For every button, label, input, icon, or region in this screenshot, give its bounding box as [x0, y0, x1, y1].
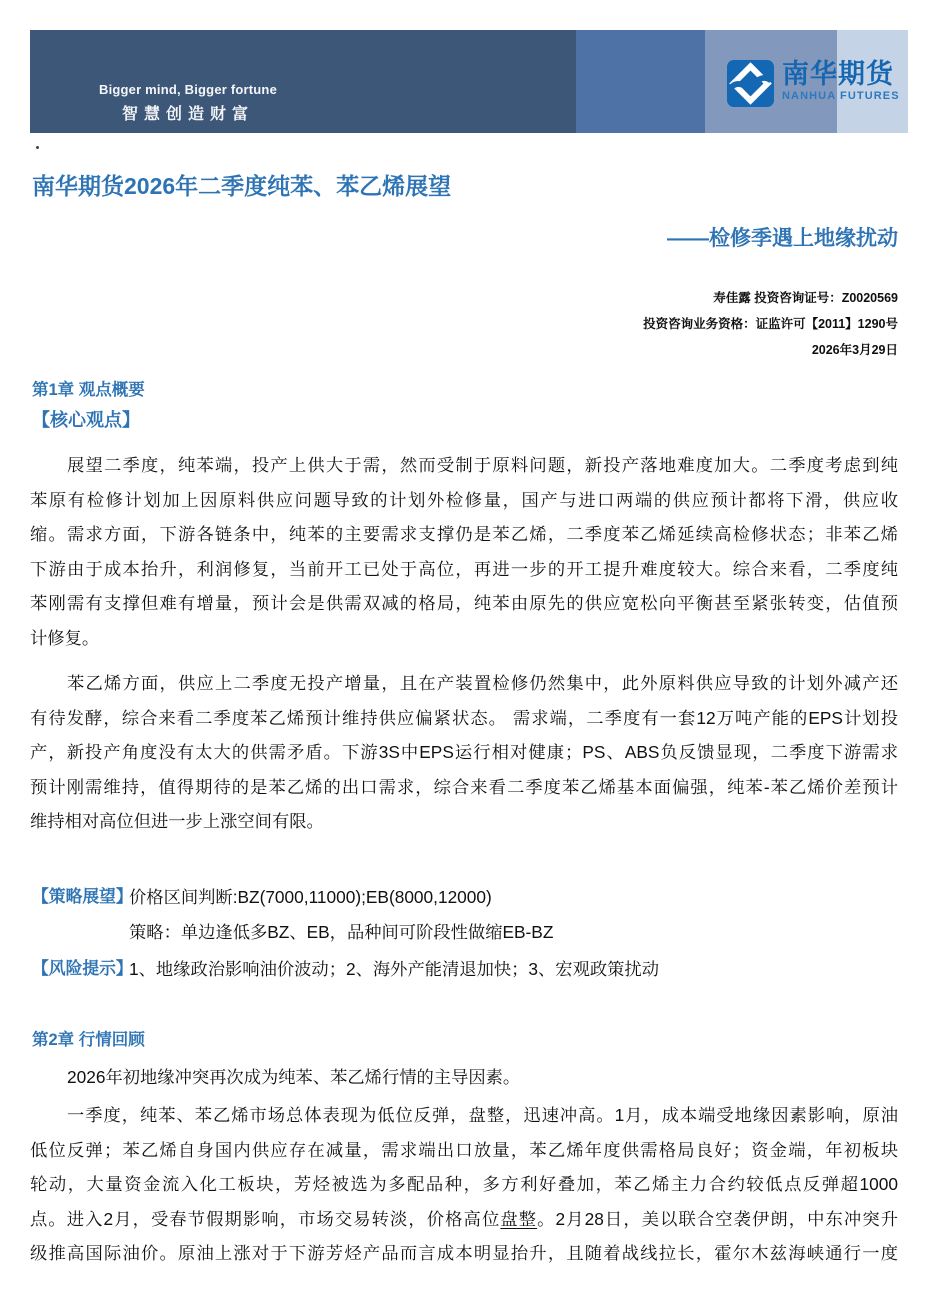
text-line: 展望二季度，纯苯端，投产上供大于需，然而受制于原料问题，新投产落地难度加大。二季度考虑到纯 — [67, 455, 898, 475]
logo-wordmark — [782, 60, 900, 102]
risk-label: 【风险提示】 — [32, 959, 133, 978]
core-view-label: 【核心观点】 — [32, 410, 140, 430]
text-line: 轮动，大量资金流入化工板块，芳烃被选为多配品种，多方利好叠加，苯乙烯主力合约较低点反弹超1000 — [30, 1174, 898, 1194]
banner-blue-block — [576, 30, 705, 133]
text-line: 产，新投产角度没有太大的供需矛盾。下游3S中EPS运行相对健康；PS、ABS负反馈显现，二季度下游需求 — [30, 742, 898, 762]
report-date: 2026年3月29日 — [811, 343, 898, 357]
stray-period-mark — [36, 146, 39, 149]
strategy-detail: 策略：单边逢低多BZ、EB，品种间可阶段性做缩EB-BZ — [129, 922, 554, 942]
text-line: 下游由于成本抬升，利润修复，当前开工已处于高位，再进一步的开工提升难度较大。综合来看，二季度纯 — [30, 558, 898, 579]
text-line: 苯刚需有支撑但难有增量，预计会是供需双减的格局，纯苯由原先的供应宽松向平衡甚至紧张转变，估值预 — [30, 593, 898, 613]
report-meta — [30, 285, 898, 363]
label-spacer — [32, 921, 129, 943]
risk-hint-row — [32, 958, 912, 980]
chapter2-heading: 第2章 行情回顾 — [32, 1031, 145, 1049]
slogan-chinese: 智慧创造财富 — [121, 106, 254, 123]
text-line: 低位反弹；苯乙烯自身国内供应存在减量，需求端出口放量，苯乙烯年度供需格局良好；资金端，年初板块 — [30, 1139, 898, 1160]
chapter1-paragraph-2 — [30, 666, 898, 839]
text-line: 级推高国际油价。原油上涨对于下游芳烃产品而言成本明显抬升，且随着战线拉长，霍尔木兹海峡通行一度 — [30, 1243, 898, 1263]
strategy-detail-row — [32, 921, 912, 943]
strategy-price-range: 价格区间判断:BZ(7000,11000);EB(8000,12000) — [129, 887, 492, 907]
text-line: 有待发酵，综合来看二季度苯乙烯预计维持供应偏紧状态。 需求端，二季度有一套12万吨产能的EPS计划投 — [30, 707, 898, 728]
text-line: 苯乙烯方面，供应上二季度无投产增量，且在产装置检修仍然集中，此外原料供应导致的计划外减产还 — [67, 673, 898, 693]
company-logo — [727, 60, 900, 107]
logo-name-english: NANHUA FUTURES — [782, 90, 900, 103]
text-line: 计修复。 — [30, 627, 100, 648]
report-subtitle: ——检修季遇上地缘扰动 — [667, 227, 898, 250]
nanhua-logo-icon — [727, 60, 774, 107]
text-line: 预计刚需维持，值得期待的是苯乙烯的出口需求，综合来看二季度苯乙烯基本面偏强，纯苯-苯乙烯价差预计 — [30, 776, 898, 797]
logo-name-chinese: 南华期货 — [782, 59, 894, 89]
strategy-outlook-row — [32, 886, 912, 908]
text-segment: 。2月28日，美以联合空袭伊朗，中东冲突升 — [537, 1208, 898, 1229]
text-line: 2026年初地缘冲突再次成为纯苯、苯乙烯行情的主导因素。 — [67, 1067, 521, 1087]
analyst-credential: 寿佳露 投资咨询证号：Z0020569 — [713, 291, 898, 305]
text-line — [30, 1202, 898, 1237]
chapter2-intro — [30, 1060, 898, 1095]
report-title: 南华期货2026年二季度纯苯、苯乙烯展望 — [32, 173, 452, 199]
text-line: 维持相对高位但进一步上涨空间有限。 — [30, 811, 324, 831]
chapter1-paragraph-1 — [30, 448, 898, 655]
chapter1-heading: 第1章 观点概要 — [32, 381, 145, 399]
text-segment: 点。进入2月，受春节假期影响，市场交易转淡，价格高位 — [30, 1208, 501, 1229]
company-slogan — [88, 82, 288, 124]
chapter2-paragraph — [30, 1098, 898, 1271]
text-line: 苯原有检修计划加上因原料供应问题导致的计划外检修量，国产与进口两端的供应预计都将下滑，供应收 — [30, 489, 898, 510]
risk-items: 1、地缘政治影响油价波动；2、海外产能清退加快；3、宏观政策扰动 — [129, 959, 659, 979]
text-line: 缩。需求方面，下游各链条中，纯苯的主要需求支撑仍是苯乙烯，二季度苯乙烯延续高检修状态；非苯乙烯 — [30, 524, 898, 544]
slogan-english: Bigger mind, Bigger fortune — [98, 82, 277, 97]
strategy-label: 【策略展望】 — [32, 887, 133, 906]
text-line: 一季度，纯苯、苯乙烯市场总体表现为低位反弹，盘整，迅速冲高。1月，成本端受地缘因素影响，原油 — [67, 1105, 898, 1125]
underlined-text: 盘整 — [500, 1208, 538, 1229]
business-qualification: 投资咨询业务资格：证监许可【2011】1290号 — [643, 317, 898, 331]
